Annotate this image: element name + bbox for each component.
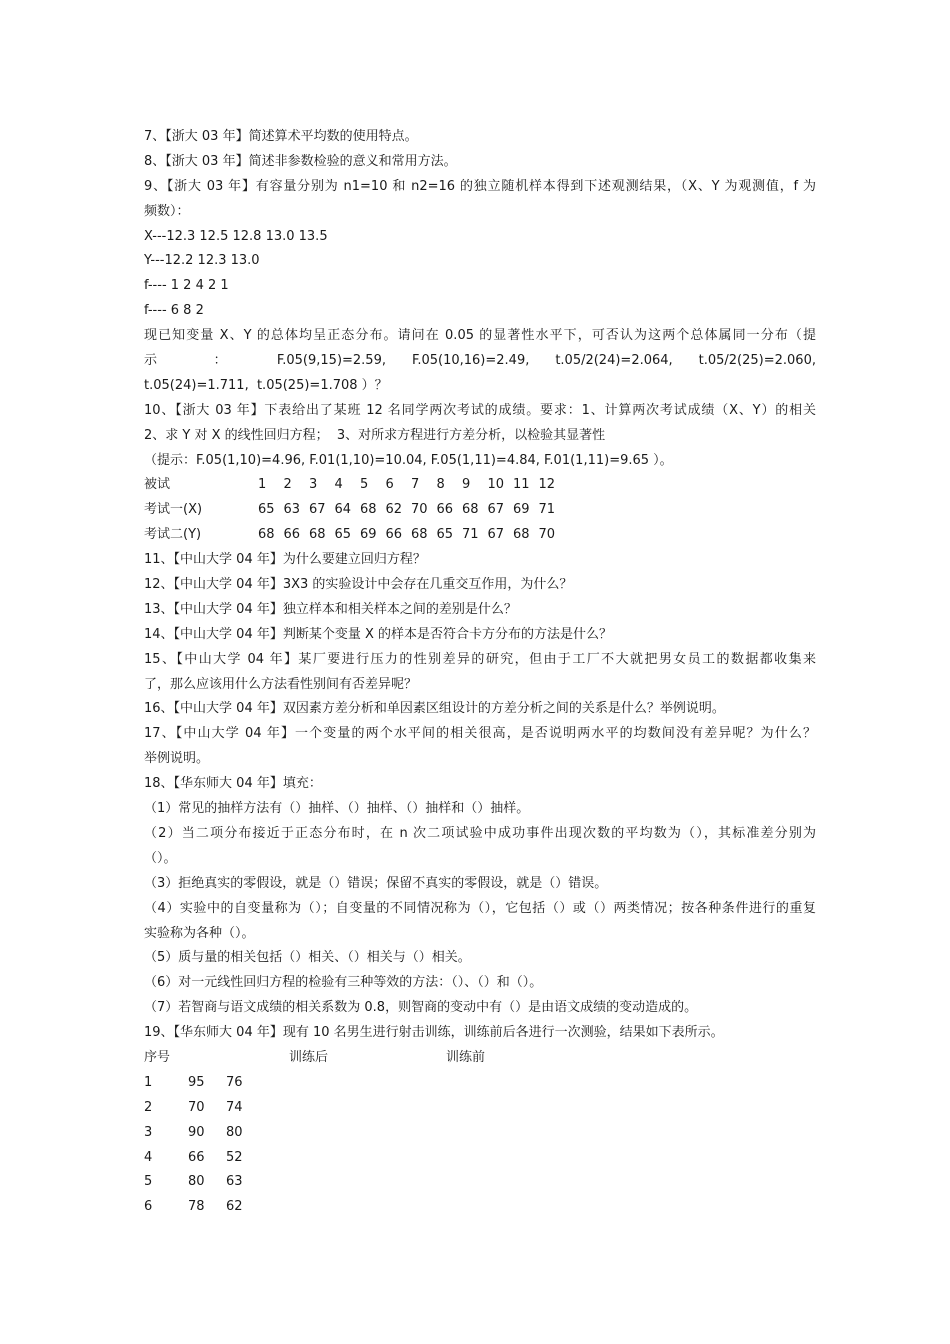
text-line: 7、【浙大 03 年】简述算术平均数的使用特点。 — [144, 129, 418, 144]
table-cell: 74 — [226, 1099, 243, 1115]
table-cell: 65 — [258, 502, 275, 518]
text-line: 12、【中山大学 04 年】3X3 的实验设计中会存在几重交互作用，为什么？ — [144, 577, 573, 593]
table-cell: 70 — [188, 1099, 205, 1115]
table-header-cell: 3 — [309, 477, 318, 493]
table-row-label: 考试一(X) — [144, 502, 203, 518]
table-cell: 78 — [188, 1199, 205, 1215]
table-cell: 70 — [411, 502, 428, 518]
table-cell: 66 — [188, 1149, 205, 1165]
table-cell: 6 — [144, 1199, 153, 1215]
table-cell: 63 — [226, 1174, 243, 1190]
table-cell: 68 — [360, 502, 377, 518]
table-cell: 63 — [283, 502, 301, 518]
text-line: 8、【浙大 03 年】简述非参数检验的意义和常用方法。 — [144, 153, 457, 169]
text-line: 现已知变量 X、Y 的总体均呈正态分布。请问在 0.05 的显著性水平下，可否认为这两个总体属同一分布（提 — [144, 328, 816, 344]
table-row-label: 考试二(Y) — [144, 527, 202, 543]
text-line: 实验称为各种（）。 — [144, 925, 255, 941]
table-row — [144, 1096, 816, 1121]
table-cell: 66 — [436, 502, 454, 518]
table-cell: 2 — [144, 1099, 153, 1115]
text-line: f---- 6 8 2 — [144, 303, 204, 319]
table-cell: 90 — [188, 1124, 205, 1140]
table-header-cell: 12 — [538, 477, 556, 493]
text-line: 14、【中山大学 04 年】判断某个变量 X 的样本是否符合卡方分布的方法是什么？ — [144, 626, 613, 642]
table-cell: 68 — [462, 502, 479, 518]
table-row — [144, 1121, 816, 1146]
training-results-table — [144, 1046, 816, 1220]
table-row — [144, 1195, 816, 1220]
table-cell: 52 — [226, 1149, 243, 1165]
table-cell: 3 — [144, 1124, 153, 1140]
text-line: 10、【浙大 03 年】下表给出了某班 12 名同学两次考试的成绩。要求：1、计算两次考试成绩（X、Y）的相关 — [144, 402, 816, 418]
table-header-row — [144, 1046, 816, 1071]
text-line: 9、【浙大 03 年】有容量分别为 n1=10 和 n2=16 的独立随机样本得到下述观测结果，（X、Y 为观测值，f 为 — [144, 178, 816, 194]
text-line: （3）拒绝真实的零假设，就是（）错误；保留不真实的零假设，就是（）错误。 — [144, 875, 608, 891]
table-cell: 65 — [436, 527, 454, 543]
table-header-cell: 6 — [385, 477, 394, 493]
questions-11-19 — [144, 548, 816, 1046]
text-line: （1）常见的抽样方法有（）抽样、（）抽样、（）抽样和（）抽样。 — [144, 801, 530, 817]
table-header-cell: 训练后 — [289, 1049, 329, 1065]
table-cell: 66 — [385, 527, 403, 543]
table-row — [144, 1170, 816, 1195]
text-line: 11、【中山大学 04 年】为什么要建立回归方程？ — [144, 552, 426, 568]
table-cell: 70 — [538, 527, 556, 543]
text-line: （4）实验中的自变量称为（）；自变量的不同情况称为（），它包括（）或（）两类情况；按各种条件进行的重复 — [144, 900, 816, 916]
table-row — [144, 498, 816, 523]
text-line: 16、【中山大学 04 年】双因素方差分析和单因素区组设计的方差分析之间的关系是什么？举例说明。 — [144, 701, 725, 717]
table-header-cell: 10 — [487, 477, 505, 493]
table-cell: 66 — [283, 527, 301, 543]
exam-scores-table — [144, 473, 816, 548]
document-body — [144, 125, 816, 1220]
table-cell: 80 — [226, 1124, 243, 1140]
table-cell: 80 — [188, 1174, 205, 1190]
questions-7-10 — [144, 125, 816, 473]
text-line: 17、【中山大学 04 年】一个变量的两个水平间的相关很高，是否说明两水平的均数间没有差异呢？为什么？ — [144, 726, 816, 742]
table-row — [144, 523, 816, 548]
table-header-cell: 训练前 — [446, 1049, 486, 1065]
table-header-cell: 1 — [258, 477, 267, 493]
text-line: t.05(24)=1.711, t.05(25)=1.708 ）？ — [144, 377, 388, 393]
table-cell: 67 — [309, 502, 326, 518]
table-cell: 67 — [487, 527, 505, 543]
text-line: （5）质与量的相关包括（）相关、（）相关与（）相关。 — [144, 950, 471, 966]
table-cell: 68 — [258, 527, 275, 543]
text-line: Y---12.2 12.3 13.0 — [144, 253, 260, 269]
table-cell: 95 — [188, 1074, 205, 1090]
text-line: 了，那么应该用什么方法看性别间有否差异呢？ — [144, 676, 418, 692]
table-cell: 4 — [144, 1149, 153, 1165]
table-cell: 64 — [334, 502, 352, 518]
text-line: （7）若智商与语文成绩的相关系数为 0.8，则智商的变动中有（）是由语文成绩的变动造成的。 — [144, 1000, 698, 1016]
table-header-cell: 4 — [334, 477, 343, 493]
table-cell: 67 — [487, 502, 505, 518]
text-line: 2、求 Y 对 X 的线性回归方程； 3、对所求方程进行方差分析，以检验其显著性 — [144, 427, 606, 443]
text-line: （6）对一元线性回归方程的检验有三种等效的方法：（）、（）和（）。 — [144, 975, 543, 991]
table-header-cell: 9 — [462, 477, 471, 493]
text-line: 频数）： — [144, 203, 190, 219]
table-cell: 71 — [462, 527, 479, 543]
table-cell: 68 — [411, 527, 428, 543]
table-cell: 68 — [513, 527, 530, 543]
table-cell: 69 — [360, 527, 377, 543]
table-header-cell: 2 — [283, 477, 292, 493]
table-header-cell: 7 — [411, 477, 420, 493]
text-line: 19、【华东师大 04 年】现有 10 名男生进行射击训练，训练前后各进行一次测验，结果如下表所示。 — [144, 1025, 724, 1041]
text-line: 举例说明。 — [144, 751, 210, 767]
text-line: 示 ： F.05(9,15)=2.59, F.05(10,16)=2.49, t.05/2(24)=2.064, t.05/2(25)=2.060, — [144, 353, 816, 369]
table-row — [144, 1071, 816, 1096]
table-cell: 62 — [385, 502, 403, 518]
text-line: （提示：F.05(1,10)=4.96, F.01(1,10)=10.04, F.05(1,11)=4.84, F.01(1,11)=9.65 ）。 — [144, 452, 673, 468]
table-row — [144, 1146, 816, 1171]
table-header-row — [144, 473, 816, 498]
text-line: f---- 1 2 4 2 1 — [144, 278, 229, 294]
table-header-label: 被试 — [144, 477, 171, 493]
table-cell: 1 — [144, 1074, 153, 1090]
table-header-cell: 序号 — [144, 1049, 171, 1065]
table-header-cell: 8 — [436, 477, 445, 493]
table-cell: 71 — [538, 502, 556, 518]
table-cell: 68 — [309, 527, 326, 543]
text-line: 15、【中山大学 04 年】某厂要进行压力的性别差异的研究，但由于工厂不大就把男女员工的数据都收集来 — [144, 651, 816, 667]
text-line: （）。 — [144, 850, 177, 866]
table-cell: 65 — [334, 527, 352, 543]
text-line: X---12.3 12.5 12.8 13.0 13.5 — [144, 228, 328, 244]
table-cell: 76 — [226, 1074, 243, 1090]
table-header-cell: 5 — [360, 477, 369, 493]
table-cell: 62 — [226, 1199, 243, 1215]
text-line: （2）当二项分布接近于正态分布时，在 n 次二项试验中成功事件出现次数的平均数为（），其标准差分别为 — [144, 825, 816, 841]
table-cell: 69 — [513, 502, 530, 518]
text-line: 18、【华东师大 04 年】填充： — [144, 776, 322, 792]
table-cell: 5 — [144, 1174, 153, 1190]
text-line: 13、【中山大学 04 年】独立样本和相关样本之间的差别是什么？ — [144, 601, 517, 617]
table-header-cell: 11 — [513, 477, 530, 493]
